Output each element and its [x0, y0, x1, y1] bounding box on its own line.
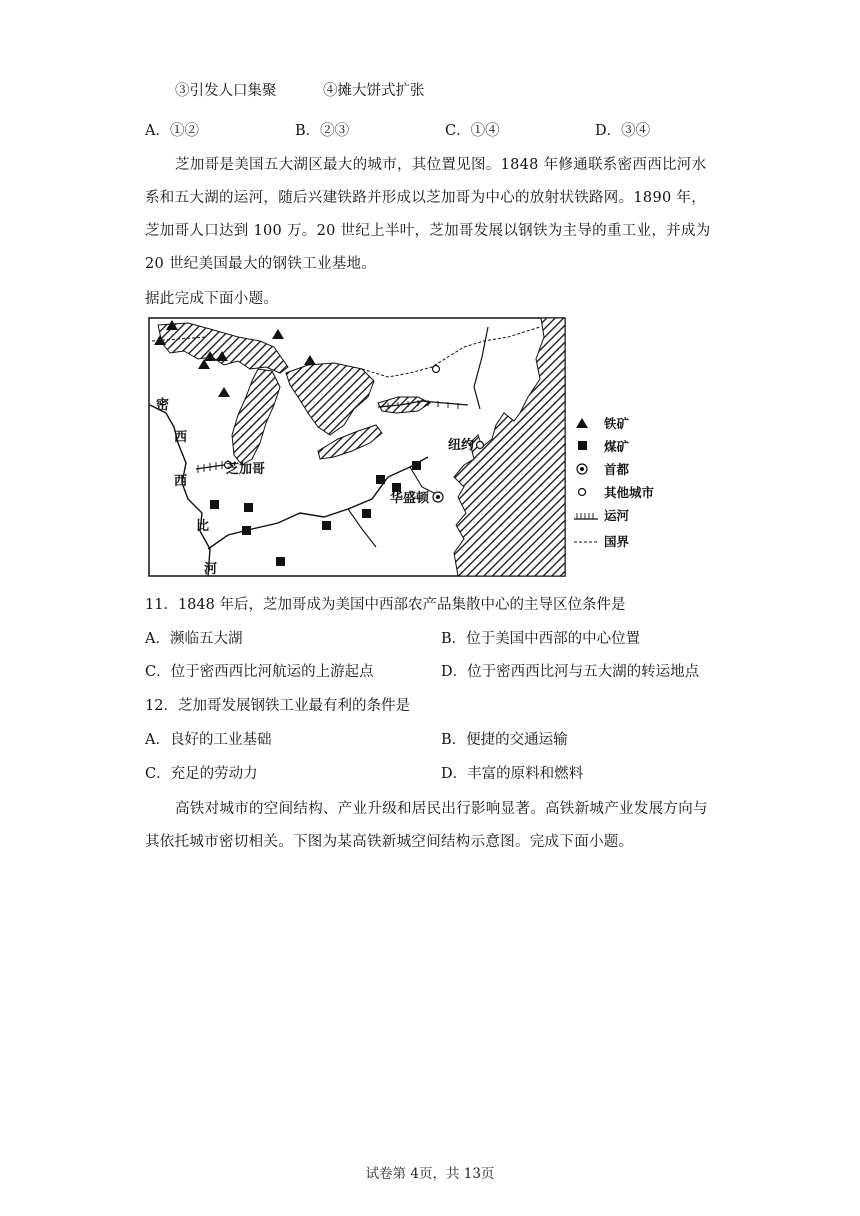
option-item-4: ④摊大饼式扩张 — [323, 83, 425, 99]
washington-label: 华盛顿 — [390, 491, 430, 506]
coal-mine-icon — [362, 509, 371, 518]
question-12-stem: 12．芝加哥发展钢铁工业最有利的条件是 — [145, 698, 410, 714]
capital-dot — [436, 495, 440, 499]
choice-a: A．①② — [145, 123, 199, 139]
q11-option-b: B．位于美国中西部的中心位置 — [441, 631, 641, 647]
chicago-location-map — [148, 317, 688, 579]
iron-ore-icon — [576, 418, 588, 428]
question-11-stem: 11．1848 年后，芝加哥成为美国中西部农产品集散中心的主导区位条件是 — [145, 597, 626, 613]
coal-mine-icon — [244, 503, 253, 512]
q12-option-d: D．丰富的原料和燃料 — [441, 766, 584, 782]
river-label: 比 — [196, 519, 210, 534]
coal-mine-icon — [412, 461, 421, 470]
q12-option-a: A．良好的工业基础 — [145, 732, 272, 748]
river-label: 西 — [174, 430, 188, 445]
other-city-icon — [579, 489, 586, 496]
choice-c: C．①④ — [445, 123, 500, 139]
passage-line: 高铁对城市的空间结构、产业升级和居民出行影响显著。高铁新城产业发展方向与 — [175, 801, 708, 817]
q12-option-b: B．便捷的交通运输 — [441, 732, 568, 748]
legend-label: 其他城市 — [604, 485, 655, 500]
choice-b: B．②③ — [295, 123, 350, 139]
q11-option-a: A．濒临五大湖 — [145, 631, 243, 647]
coal-mine-icon — [578, 441, 587, 450]
passage-line: 芝加哥人口达到 100 万。20 世纪上半叶，芝加哥发展以钢铁为主导的重工业，并成为 — [145, 223, 711, 239]
legend-label: 国界 — [604, 534, 630, 549]
legend-label: 铁矿 — [604, 416, 630, 431]
q11-option-d: D．位于密西西比河与五大湖的转运地点 — [441, 664, 700, 680]
q12-option-c: C．充足的劳动力 — [145, 766, 258, 782]
coal-mine-icon — [210, 500, 219, 509]
coal-mine-icon — [276, 557, 285, 566]
coal-mine-icon — [322, 521, 331, 530]
other-city-icon — [433, 366, 440, 373]
legend-label: 首都 — [604, 462, 630, 477]
passage-line: 芝加哥是美国五大湖区最大的城市，其位置见图。1848 年修通联系密西西比河水 — [175, 157, 707, 173]
passage-prompt: 据此完成下面小题。 — [145, 291, 279, 307]
page-footer: 试卷第 4页，共 13页 — [365, 1166, 495, 1182]
legend-label: 煤矿 — [604, 439, 630, 454]
newyork-label: 纽约 — [448, 438, 475, 453]
passage-line: 20 世纪美国最大的钢铁工业基地。 — [145, 256, 377, 272]
passage-line: 系和五大湖的运河，随后兴建铁路并形成以芝加哥为中心的放射状铁路网。1890 年， — [145, 190, 707, 206]
river-label: 西 — [174, 474, 188, 489]
river-label: 密 — [156, 398, 170, 413]
river-label: 河 — [204, 562, 218, 577]
option-item-3: ③引发人口集聚 — [175, 83, 277, 99]
coal-mine-icon — [376, 475, 385, 484]
coal-mine-icon — [242, 526, 251, 535]
q11-option-c: C．位于密西西比河航运的上游起点 — [145, 664, 374, 680]
legend-label: 运河 — [604, 508, 630, 523]
map-legend — [574, 416, 655, 549]
choice-d: D．③④ — [595, 123, 651, 139]
newyork-city-icon — [477, 442, 484, 449]
chicago-label: 芝加哥 — [226, 462, 266, 477]
passage-line: 其依托城市密切相关。下图为某高铁新城空间结构示意图。完成下面小题。 — [145, 834, 634, 850]
